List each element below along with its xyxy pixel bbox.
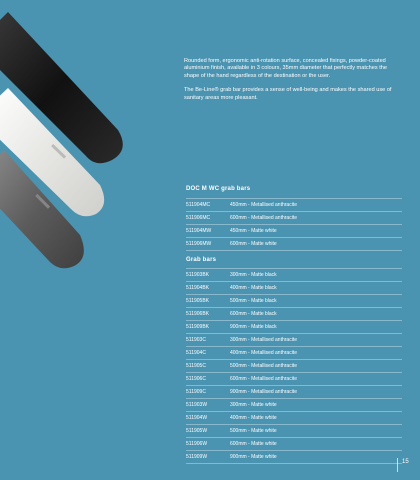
intro-paragraph: The Be-Line® grab bar provides a sense of well-being and makes the shared use of sanitary areas more pleasant. — [184, 87, 392, 101]
table-row — [186, 450, 402, 464]
product-code: 511904W — [186, 415, 208, 421]
product-description: 600mm - Matte black — [230, 311, 277, 317]
table-row — [186, 346, 402, 359]
product-code: 511909BK — [186, 324, 209, 330]
product-description: 400mm - Matte white — [230, 415, 277, 421]
product-description: 300mm - Matte white — [230, 402, 277, 408]
product-description: 300mm - Matte black — [230, 272, 277, 278]
product-description: 300mm - Metallised anthracite — [230, 337, 297, 343]
product-code: 511909W — [186, 454, 208, 460]
doc-m-table — [186, 198, 402, 251]
product-code: 511906BK — [186, 311, 209, 317]
product-description: 400mm - Matte black — [230, 285, 277, 291]
table-row — [186, 398, 402, 411]
doc-m-section-title: DOC M WC grab bars — [186, 186, 251, 192]
grab-bars-section-title: Grab bars — [186, 257, 217, 263]
product-code: 511906MC — [186, 215, 211, 221]
table-row — [186, 211, 402, 224]
product-code: 511904MC — [186, 202, 211, 208]
product-code: 511906MW — [186, 241, 212, 247]
table-row — [186, 224, 402, 237]
intro-text — [184, 58, 399, 109]
product-description: 500mm - Matte white — [230, 428, 277, 434]
product-description: 600mm - Matte white — [230, 441, 277, 447]
product-code: 511905BK — [186, 298, 209, 304]
page-number: 15 — [402, 459, 409, 465]
product-description: 400mm - Metallised anthracite — [230, 350, 297, 356]
table-row — [186, 424, 402, 437]
table-row — [186, 437, 402, 450]
product-code: 511903BK — [186, 272, 209, 278]
table-row — [186, 294, 402, 307]
product-code: 511906W — [186, 441, 208, 447]
product-description: 900mm - Matte black — [230, 324, 277, 330]
product-description: 500mm - Metallised anthracite — [230, 363, 297, 369]
product-description: 600mm - Matte white — [230, 241, 277, 247]
table-row — [186, 411, 402, 424]
product-description: 900mm - Matte white — [230, 454, 277, 460]
table-row — [186, 385, 402, 398]
product-code: 511905W — [186, 428, 208, 434]
table-row — [186, 359, 402, 372]
product-code: 511906C — [186, 376, 206, 382]
intro-paragraph: Rounded form, ergonomic anti-rotation surface, concealed fixings, powder-coated aluminium finish, available in 3 colours, 35mm diameter that perfectly matches the shape of the hand regardless of the destination or the user. — [184, 58, 388, 79]
table-row — [186, 268, 402, 281]
product-description: 450mm - Metallised anthracite — [230, 202, 297, 208]
product-code: 511905C — [186, 363, 206, 369]
product-code: 511904MW — [186, 228, 212, 234]
product-code: 511909C — [186, 389, 206, 395]
table-row — [186, 237, 402, 251]
grab-bars-table — [186, 268, 402, 464]
product-description: 500mm - Matte black — [230, 298, 277, 304]
product-description: 900mm - Metallised anthracite — [230, 389, 297, 395]
table-row — [186, 333, 402, 346]
table-row — [186, 281, 402, 294]
table-row — [186, 320, 402, 333]
page-number-divider — [397, 458, 398, 472]
product-description: 600mm - Metallised anthracite — [230, 215, 297, 221]
grab-bars-photo — [0, 0, 175, 300]
table-row — [186, 372, 402, 385]
table-row — [186, 198, 402, 211]
product-code: 511904BK — [186, 285, 209, 291]
table-row — [186, 307, 402, 320]
product-code: 511904C — [186, 350, 206, 356]
product-description: 600mm - Metallised anthracite — [230, 376, 297, 382]
product-code: 511903W — [186, 402, 208, 408]
product-code: 511903C — [186, 337, 206, 343]
product-description: 450mm - Matte white — [230, 228, 277, 234]
